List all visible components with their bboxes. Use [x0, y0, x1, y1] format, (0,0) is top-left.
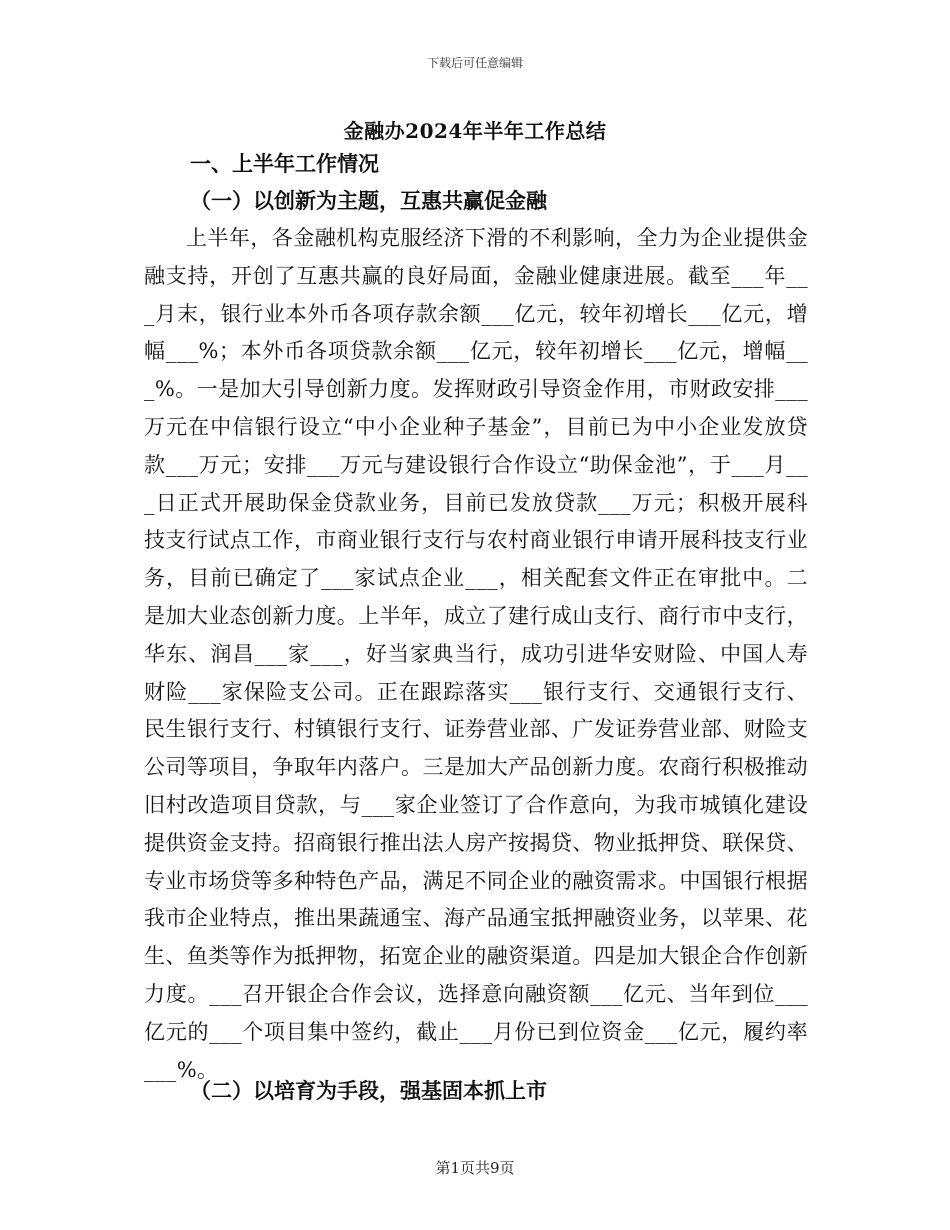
subsection-heading-2: （二）以培育为手段，强基固本抓上市 [190, 1078, 547, 1103]
section-heading-1: 一、上半年工作情况 [190, 151, 379, 176]
document-title: 金融办2024年半年工作总结 [343, 119, 607, 143]
subsection-heading-1: （一）以创新为主题，互惠共赢促金融 [190, 188, 547, 213]
header-note: 下载后可任意编辑 [426, 56, 523, 70]
body-paragraph: 上半年，各金融机构克服经济下滑的不利影响，全力为企业提供金融支持，开创了互惠共赢的良好局面，金融业健康进展。截至___年___月末，银行业本外币各项存款余额___亿元，较年初增长___亿元，增幅___%；本外币各项贷款余额___亿元，较年初增长___亿元，增幅___%。一是加大引导创新力度。发挥财政引导资金作用，市财政安排___万元在中信银行设立“中小企业种子基金”，目前已为中小企业发放贷款___万元；安排___万元与建设银行合作设立“助保金池”，于___月___日正式开展助保金贷款业务，目前已发放贷款___万元；积极开展科技支行试点工作，市商业银行支行与农村商业银行申请开展科技支行业务，目前已确定了___家试点企业___，相关配套文件正在审批中。二是加大业态创新力度。上半年，成立了建行成山支行、商行市中支行，华东、润昌___家___，好当家典当行，成功引进华安财险、中国人寿财险___家保险支公司。正在跟踪落实___银行支行、交通银行支行、民生银行支行、村镇银行支行、证券营业部、广发证券营业部、财险支公司等项目，争取年内落户。三是加大产品创新力度。农商行积极推动旧村改造项目贷款，与___家企业签订了合作意向，为我市城镇化建设提供资金支持。招商银行推出法人房产按揭贷、物业抵押贷、联保贷、专业市场贷等多种特色产品，满足不同企业的融资需求。中国银行根据我市企业特点，推出果蔬通宝、海产品通宝抵押融资业务，以苹果、花生、鱼类等作为抵押物，拓宽企业的融资渠道。四是加大银企合作创新力度。___召开银企合作会议，选择意向融资额___亿元、当年到位___亿元的___个项目集中签约，截止___月份已到位资金___亿元，履约率___%。 [144, 226, 808, 1082]
page-number: 第1页共9页 [435, 1159, 515, 1177]
